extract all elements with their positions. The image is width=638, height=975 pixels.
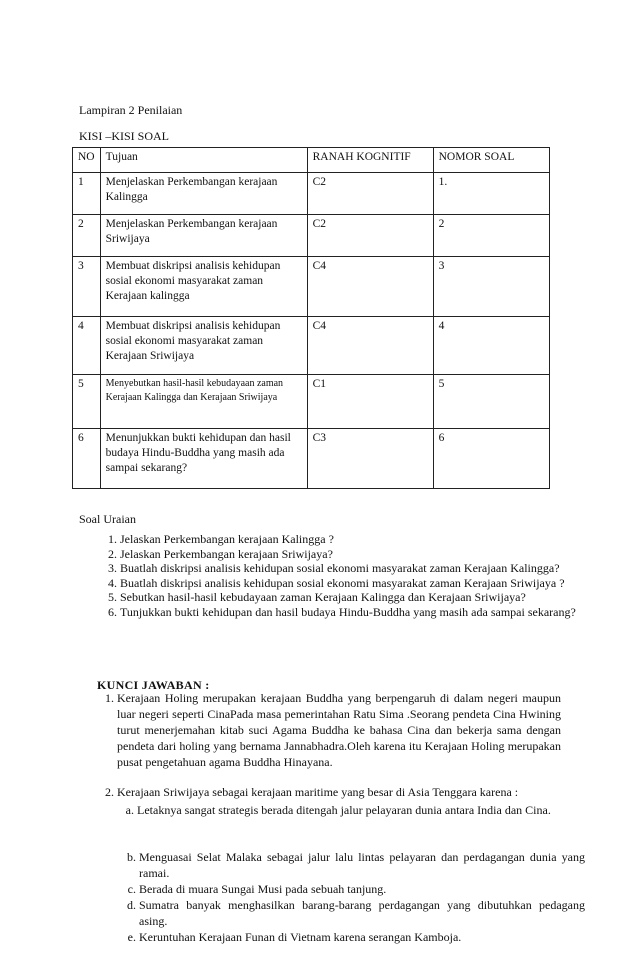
cell-nomor: 6 bbox=[433, 429, 549, 489]
cell-tujuan: Membuat diskripsi analisis kehidupan sosial ekonomi masyarakat zaman Kerajaan Sriwijaya bbox=[100, 317, 307, 375]
cell-ranah: C2 bbox=[307, 173, 433, 215]
answer-2-d: d. Sumatra banyak menghasilkan barang-barang perdagangan yang dibutuhkan pedagang asing. bbox=[139, 897, 585, 929]
column-header-no: NO bbox=[73, 148, 101, 173]
cell-no: 5 bbox=[73, 375, 101, 429]
cell-ranah: C3 bbox=[307, 429, 433, 489]
cell-tujuan: Menyebutkan hasil-hasil kebudayaan zaman Kerajaan Kalingga dan Kerajaan Sriwijaya bbox=[100, 375, 307, 429]
cell-ranah: C4 bbox=[307, 257, 433, 317]
answer-key-title: KUNCI JAWABAN : bbox=[97, 678, 210, 692]
cell-nomor: 4 bbox=[433, 317, 549, 375]
table-row bbox=[73, 215, 550, 257]
answer-item-2 bbox=[117, 784, 561, 818]
answer-2-b: b. Menguasai Selat Malaka sebagai jalur lalu lintas pelayaran dan perdagangan dunia yang ramai. bbox=[139, 849, 585, 881]
list-item: 4. Buatlah diskripsi analisis kehidupan sosial ekonomi masyarakat zaman Kerajaan Sriwijaya ? bbox=[120, 576, 590, 591]
appendix-label: Lampiran 2 Penilaian bbox=[79, 103, 183, 117]
answer-2-sublist-continued bbox=[117, 849, 585, 945]
table-row bbox=[73, 317, 550, 375]
cell-no: 3 bbox=[73, 257, 101, 317]
answer-2-intro: Kerajaan Sriwijaya sebagai kerajaan maritime yang besar di Asia Tenggara karena : bbox=[117, 785, 519, 799]
answer-2-e: e. Keruntuhan Kerajaan Funan di Vietnam karena serangan Kamboja. bbox=[139, 929, 585, 945]
essay-questions-title: Soal Uraian bbox=[79, 512, 136, 526]
kisi-kisi-table bbox=[72, 147, 550, 489]
table-row bbox=[73, 429, 550, 489]
cell-nomor: 5 bbox=[433, 375, 549, 429]
cell-no: 6 bbox=[73, 429, 101, 489]
list-item: 3. Buatlah diskripsi analisis kehidupan sosial ekonomi masyarakat zaman Kerajaan Kalingga? bbox=[120, 561, 590, 576]
cell-nomor: 1. bbox=[433, 173, 549, 215]
cell-ranah: C2 bbox=[307, 215, 433, 257]
cell-ranah: C4 bbox=[307, 317, 433, 375]
column-header-ranah: RANAH KOGNITIF bbox=[307, 148, 433, 173]
list-item: 2. Jelaskan Perkembangan kerajaan Sriwijaya? bbox=[120, 547, 590, 562]
cell-tujuan: Menunjukkan bukti kehidupan dan hasil budaya Hindu-Buddha yang masih ada sampai sekarang? bbox=[100, 429, 307, 489]
answer-2-sublist bbox=[117, 802, 561, 818]
list-item: 1. Jelaskan Perkembangan kerajaan Kalingga ? bbox=[120, 532, 590, 547]
list-item: 5. Sebutkan hasil-hasil kebudayaan zaman Kerajaan Kalingga dan Kerajaan Sriwijaya? bbox=[120, 590, 590, 605]
table-row bbox=[73, 375, 550, 429]
list-item: 6. Tunjukkan bukti kehidupan dan hasil budaya Hindu-Buddha yang masih ada sampai sekarang? bbox=[120, 605, 590, 620]
table-row bbox=[73, 257, 550, 317]
cell-nomor: 3 bbox=[433, 257, 549, 317]
essay-question-list bbox=[82, 532, 590, 619]
cell-no: 2 bbox=[73, 215, 101, 257]
answer-2-c: c. Berada di muara Sungai Musi pada sebuah tanjung. bbox=[139, 881, 585, 897]
answer-2-a: a. Letaknya sangat strategis berada ditengah jalur pelayaran dunia antara India dan Cina. bbox=[137, 802, 561, 818]
column-header-nomor: NOMOR SOAL bbox=[433, 148, 549, 173]
cell-no: 4 bbox=[73, 317, 101, 375]
answer-item-1: 1. Kerajaan Holing merupakan kerajaan Buddha yang berpengaruh di dalam negeri maupun luar negeri seperti CinaPada masa pemerintahan Ratu Sima .Seorang pendeta Cina Hwining turut menerjemahan kitab suci Agama Buddha ke bahasa Cina dan bekerja sama dengan pendeta dari holing yang bernama Jannabhadra.Oleh karena itu Kerajaan Holing merupakan pusat pengetahuan agama Buddha Hinayana. bbox=[117, 690, 561, 770]
table-row bbox=[73, 173, 550, 215]
cell-tujuan: Menjelaskan Perkembangan kerajaan Kalingga bbox=[100, 173, 307, 215]
cell-no: 1 bbox=[73, 173, 101, 215]
cell-nomor: 2 bbox=[433, 215, 549, 257]
cell-ranah: C1 bbox=[307, 375, 433, 429]
table-header-row bbox=[73, 148, 550, 173]
kisi-kisi-title: KISI –KISI SOAL bbox=[79, 129, 169, 143]
answer-key-list bbox=[77, 690, 561, 832]
cell-tujuan: Membuat diskripsi analisis kehidupan sosial ekonomi masyarakat zaman Kerajaan kalingga bbox=[100, 257, 307, 317]
column-header-tujuan: Tujuan bbox=[100, 148, 307, 173]
cell-tujuan: Menjelaskan Perkembangan kerajaan Sriwijaya bbox=[100, 215, 307, 257]
